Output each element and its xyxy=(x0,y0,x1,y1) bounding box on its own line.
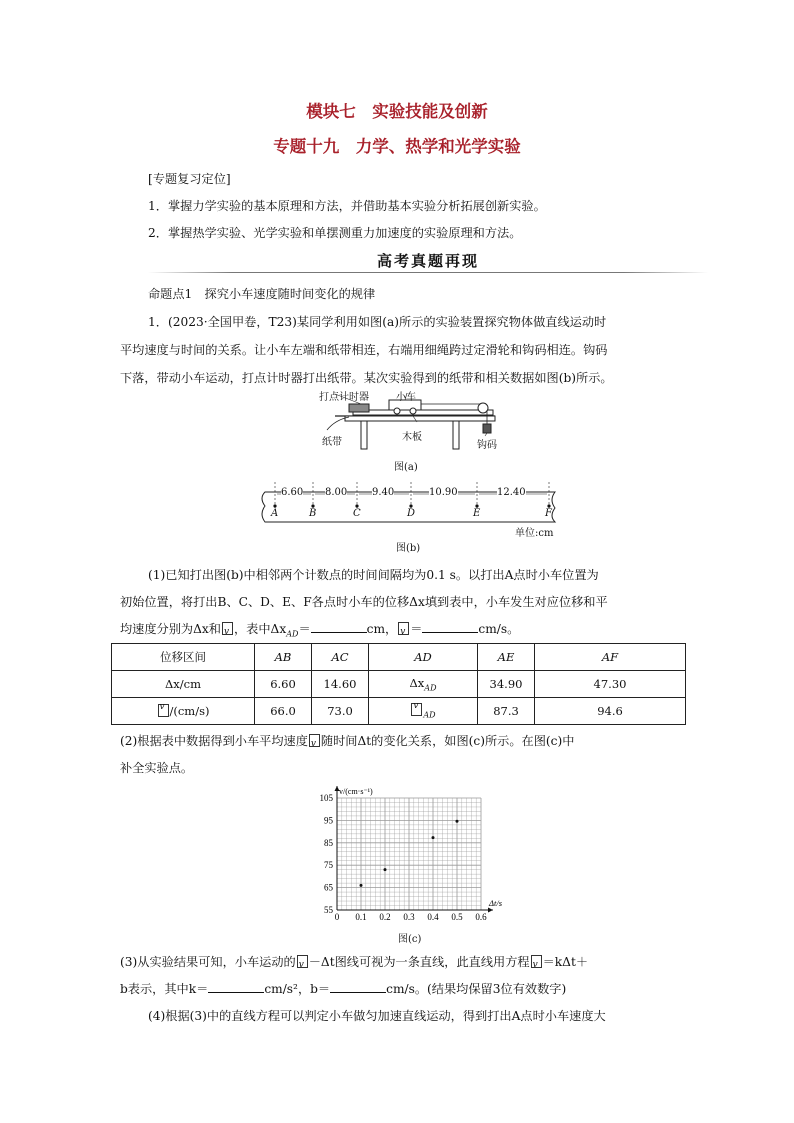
tape-seg-3: 9.40 xyxy=(372,487,395,498)
weight-label: 钩码 xyxy=(477,440,497,451)
module-title: 模块七 实验技能及创新 xyxy=(306,102,488,121)
y-tick-label: 55 xyxy=(324,905,333,915)
positioning-item-1: 1．掌握力学实验的基本原理和方法，并借助基本实验分析拓展创新实验。 xyxy=(148,199,546,213)
topic-title: 专题十九 力学、热学和光学实验 xyxy=(273,137,521,156)
positioning-item-2: 2．掌握热学实验、光学实验和单摆测重力加速度的实验原理和方法。 xyxy=(148,226,522,240)
x-tick-label: 0.1 xyxy=(355,912,367,922)
point-D: D xyxy=(407,508,416,519)
tape-unit: 单位:cm xyxy=(515,528,554,539)
data-point xyxy=(360,884,363,887)
question-line-3: 下落，带动小车运动，打点计时器打出纸带。某次实验得到的纸带和相关数据如图(b)所示。 xyxy=(120,371,613,385)
timer-label: 打点计时器 xyxy=(319,392,369,403)
section-banner xyxy=(148,250,708,274)
answer-blank-k[interactable] xyxy=(208,980,264,993)
tape-seg-1: 6.60 xyxy=(281,487,304,498)
v-bar-symbol xyxy=(222,622,233,635)
data-point xyxy=(384,868,387,871)
x-axis-arrow xyxy=(488,908,493,913)
figure-c-caption: 图(c) xyxy=(398,934,422,945)
tape-seg-5: 12.40 xyxy=(497,487,526,498)
data-table xyxy=(111,643,686,725)
x-tick-label: 0.3 xyxy=(403,912,415,922)
table-row: v/(cm/s) 66.0 73.0 v $_{AD}$ 87.3 94.6 xyxy=(112,698,686,725)
y-tick-label: 65 xyxy=(324,882,333,893)
point-C: C xyxy=(353,508,361,519)
figure-a-caption: 图(a) xyxy=(394,462,418,473)
tape-seg-4: 10.90 xyxy=(429,487,458,498)
table-row: 位移区间 AB AC AD AE AF xyxy=(112,644,686,671)
tape-seg-2: 8.00 xyxy=(325,487,348,498)
positioning-heading: [专题复习定位] xyxy=(148,172,231,186)
y-tick-label: 75 xyxy=(324,860,333,871)
question-line-1: 1．(2023·全国甲卷，T23)某同学利用如图(a)所示的实验装置探究物体做直线运动时 xyxy=(148,315,607,329)
part4-line-1: (4)根据(3)中的直线方程可以判定小车做匀加速直线运动，得到打出A点时小车速度大 xyxy=(148,1009,606,1023)
answer-blank-dx[interactable] xyxy=(311,620,367,633)
x-tick-label: 0.6 xyxy=(475,912,487,922)
part3-line-1: (3)从实验结果可知，小车运动的v －Δt图线可视为一条直线，此直线用方程v ＝kΔt＋ xyxy=(120,950,588,974)
x-axis-label: Δt/s xyxy=(489,898,503,908)
banner-title: 高考真题再现 xyxy=(376,252,479,270)
y-axis-label: v/(cm·s⁻¹) xyxy=(339,787,373,796)
figure-b-caption: 图(b) xyxy=(396,543,421,554)
part1-line-1: (1)已知打出图(b)中相邻两个计数点的时间间隔均为0.1 s。以打出A点时小车位置为 xyxy=(148,568,599,582)
part3-line-2: b表示，其中k＝ cm/s²，b＝ cm/s。(结果均保留3位有效数字) xyxy=(120,982,567,996)
part1-line-3: 均速度分别为Δx和v ，表中$\Delta x_{AD}=$ cm，v ＝ cm/s。 xyxy=(120,617,519,646)
point-title: 命题点1 探究小车速度随时间变化的规律 xyxy=(148,287,376,301)
y-tick-label: 105 xyxy=(319,793,333,803)
answer-blank-v[interactable] xyxy=(422,620,478,633)
cell-v-ad: v $_{AD}$ xyxy=(369,698,478,725)
part2-line-2: 补全实验点。 xyxy=(120,761,194,775)
answer-blank-b[interactable] xyxy=(330,980,386,993)
data-point xyxy=(456,820,459,823)
tape-label: 纸带 xyxy=(322,437,342,448)
table-row: Δx/cm 6.60 14.60 $\Delta x_{AD}$ 34.90 47.30 xyxy=(112,671,686,698)
part1-line-2: 初始位置，将打出B、C、D、E、F各点时小车的位移Δx填到表中，小车发生对应位移和平 xyxy=(120,595,608,609)
point-F: F xyxy=(545,508,552,519)
y-tick-label: 85 xyxy=(324,837,333,848)
cell-dx-ad: $\Delta x_{AD}$ xyxy=(369,671,478,698)
figure-c-chart xyxy=(303,780,513,930)
part2-line-1: (2)根据表中数据得到小车平均速度v 随时间Δt的变化关系，如图(c)所示。在图(c)中 xyxy=(120,729,574,753)
data-point xyxy=(432,836,435,839)
y-tick-label: 95 xyxy=(324,815,333,826)
point-B: B xyxy=(309,508,317,519)
board-label: 木板 xyxy=(402,432,422,443)
x-tick-label: 0 xyxy=(334,912,340,922)
x-tick-label: 0.4 xyxy=(427,912,439,922)
point-A: A xyxy=(271,508,279,519)
x-tick-label: 0.5 xyxy=(451,912,463,922)
cart-label: 小车 xyxy=(396,392,416,403)
point-E: E xyxy=(473,508,481,519)
v-ad-symbol xyxy=(398,622,409,635)
x-tick-label: 0.2 xyxy=(379,912,391,922)
question-line-2: 平均速度与时间的关系。让小车左端和纸带相连，右端用细绳跨过定滑轮和钩码相连。钩码 xyxy=(120,343,608,357)
